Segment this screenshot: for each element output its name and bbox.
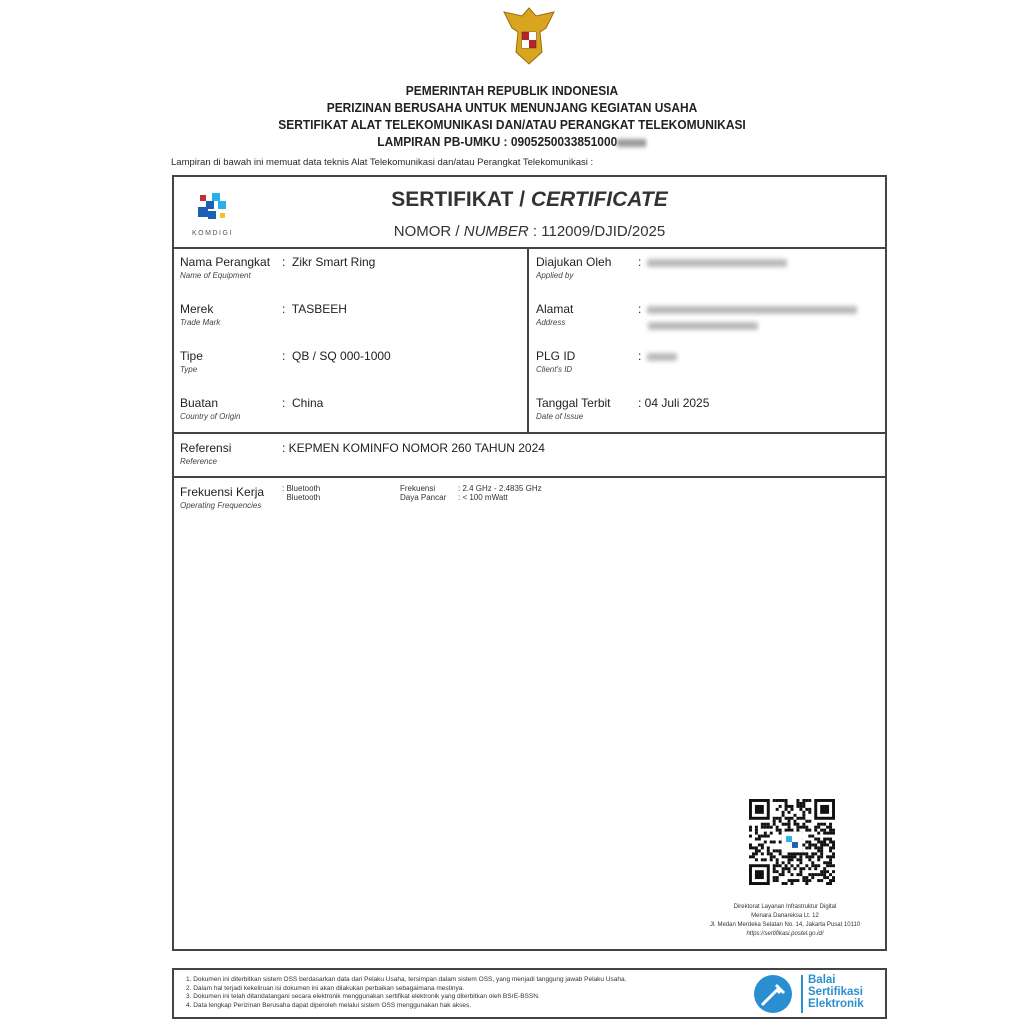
frequency-sub: Operating Frequencies [180, 501, 262, 510]
issuer-address: Direktorat Layanan Infrastruktur Digital Menara Danareksa Lt. 12 Jl. Medan Merdeka Selatan No. 14, Jakarta Pusat 10110 https://sertifikasi.postel.go.id/ [690, 903, 880, 939]
header-line-2: PERIZINAN BERUSAHA UNTUK MENUNJANG KEGIATAN USAHA [326, 100, 698, 115]
field-label: Buatan [180, 396, 219, 410]
header-line-3: SERTIFIKAT ALAT TELEKOMUNIKASI DAN/ATAU PERANGKAT TELEKOMUNIKASI [278, 117, 746, 132]
field-label: Merek [180, 302, 214, 316]
field-label: Alamat [536, 302, 574, 316]
field-value: : [638, 255, 787, 269]
left-row-label [180, 396, 240, 421]
reference-label: Referensi [180, 441, 232, 455]
footer-notes-box [172, 968, 887, 1019]
reference-sub: Reference [180, 457, 217, 466]
reference-value: : KEPMEN KOMINFO NOMOR 260 TAHUN 2024 [282, 441, 545, 455]
garuda-emblem [496, 2, 562, 68]
certificate-header [174, 177, 885, 249]
field-value: : [638, 349, 677, 363]
column-divider [527, 249, 529, 434]
right-row-label [536, 302, 573, 327]
divider [801, 975, 803, 1013]
divider [174, 476, 885, 478]
field-label: Tipe [180, 349, 203, 363]
right-row-label [536, 255, 611, 280]
field-value: : 04 Juli 2025 [638, 396, 710, 410]
field-label: Tanggal Terbit [536, 396, 611, 410]
qr-code [749, 799, 835, 885]
field-value: : China [282, 396, 324, 410]
field-value: : Zikr Smart Ring [282, 255, 376, 269]
field-sublabel: Name of Equipment [180, 271, 251, 280]
left-row-label [180, 349, 203, 374]
redacted-value [647, 353, 677, 361]
frequency-values: : 2.4 GHz - 2.4835 GHz : < 100 mWatt [458, 484, 542, 502]
redacted-value [647, 259, 787, 267]
intro-text: Lampiran di bawah ini memuat data teknis Alat Telekomunikasi dan/atau Perangkat Telekomunikasi : [171, 157, 594, 168]
issuer-url[interactable]: https://sertifikasi.postel.go.id/ [746, 931, 824, 937]
bsre-logo [750, 973, 800, 1015]
divider [174, 432, 885, 434]
header-line-1: PEMERINTAH REPUBLIK INDONESIA [405, 83, 619, 98]
redacted-value [647, 306, 857, 314]
field-label: Nama Perangkat [180, 255, 271, 269]
redacted-value [648, 322, 758, 330]
right-row-label [536, 349, 575, 374]
right-row-label [536, 396, 611, 421]
frequency-row [180, 485, 264, 510]
field-sublabel: Type [180, 365, 198, 374]
left-row-label [180, 255, 270, 280]
certificate-number: NOMOR / NUMBER : 112009/DJID/2025 [393, 223, 666, 240]
field-sublabel: Trade Mark [180, 318, 221, 327]
frequency-tech: : Bluetooth Bluetooth [282, 484, 321, 502]
field-sublabel: Address [536, 318, 566, 327]
header-line-4: LAMPIRAN PB-UMKU : 0905250033851000 [41, 134, 983, 149]
left-row-label [180, 302, 220, 327]
frequency-label: Frekuensi Kerja [180, 485, 265, 499]
field-sublabel: Date of Issue [536, 412, 584, 421]
field-sublabel: Client's ID [536, 365, 573, 374]
frequency-keys: Frekuensi Daya Pancar [400, 484, 447, 502]
footer-notes: 1. Dokumen ini diterbitkan sistem OSS berdasarkan data dari Pelaku Usaha, tersimpan dalam sistem OSS, yang menjadi tanggung jawab Pelaku Usaha. 2. Dalam hal terjadi kekeliruan isi dokumen ini akan dilakukan perbaikan sebagaimana mestinya. 3. Dokumen ini telah ditandatangani secara elektronik menggunakan sertifikat elektronik yang diterbitkan oleh BSrE-BSSN. 4. Data lengkap Perizinan Berusaha dapat diperoleh melalui sistem OSS menggunakan hak akses. [186, 976, 627, 1009]
komdigi-logo-text: KOMDIGI [192, 230, 233, 237]
field-value: : QB / SQ 000-1000 [282, 349, 391, 363]
field-label: PLG ID [536, 349, 576, 363]
field-label: Diajukan Oleh [536, 255, 612, 269]
bsre-logo-text: Balai Sertifikasi Elektronik [808, 974, 864, 1010]
field-value: : TASBEEH [282, 302, 347, 316]
field-value: : [638, 302, 857, 330]
field-sublabel: Country of Origin [180, 412, 241, 421]
certificate-title: SERTIFIKAT / CERTIFICATE [391, 188, 668, 211]
field-sublabel: Applied by [536, 271, 574, 280]
reference-row [180, 441, 231, 466]
